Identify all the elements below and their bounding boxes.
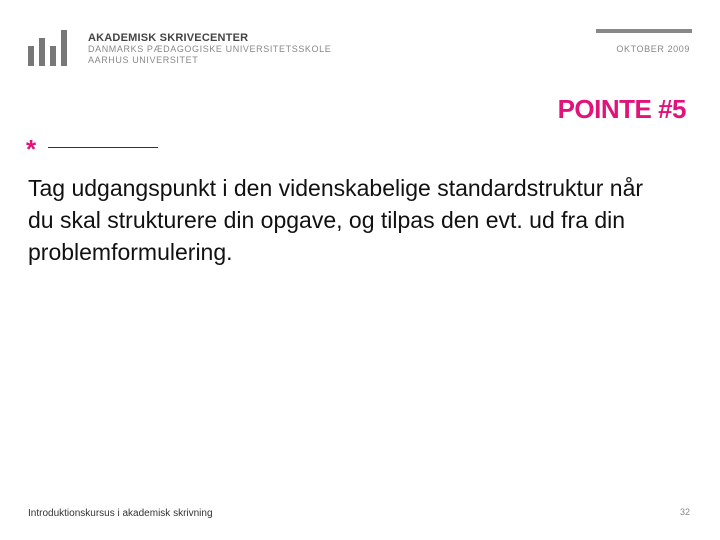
header-date: OKTOBER 2009 — [616, 44, 690, 54]
footer-course-name: Introduktionskursus i akademisk skrivning — [28, 508, 213, 519]
asterisk-icon: * — [26, 134, 37, 164]
org-line-1: DANMARKS PÆDAGOGISKE UNIVERSITETSSKOLE — [88, 44, 332, 54]
slide-body-text: Tag udgangspunkt i den videnskabelige standardstruktur når du skal strukturere din opgave, og tilpas den evt. ud fra din problemformulering. — [28, 175, 644, 265]
slide-title: POINTE #5 — [557, 94, 686, 124]
org-name: AKADEMISK SKRIVECENTER — [88, 32, 249, 44]
title-rule — [48, 147, 158, 148]
page-number: 32 — [679, 507, 690, 517]
organization-header — [88, 32, 331, 66]
org-line-2: AARHUS UNIVERSITET — [88, 55, 199, 65]
header-divider-bar — [596, 29, 692, 33]
university-logo-icon — [28, 28, 68, 66]
